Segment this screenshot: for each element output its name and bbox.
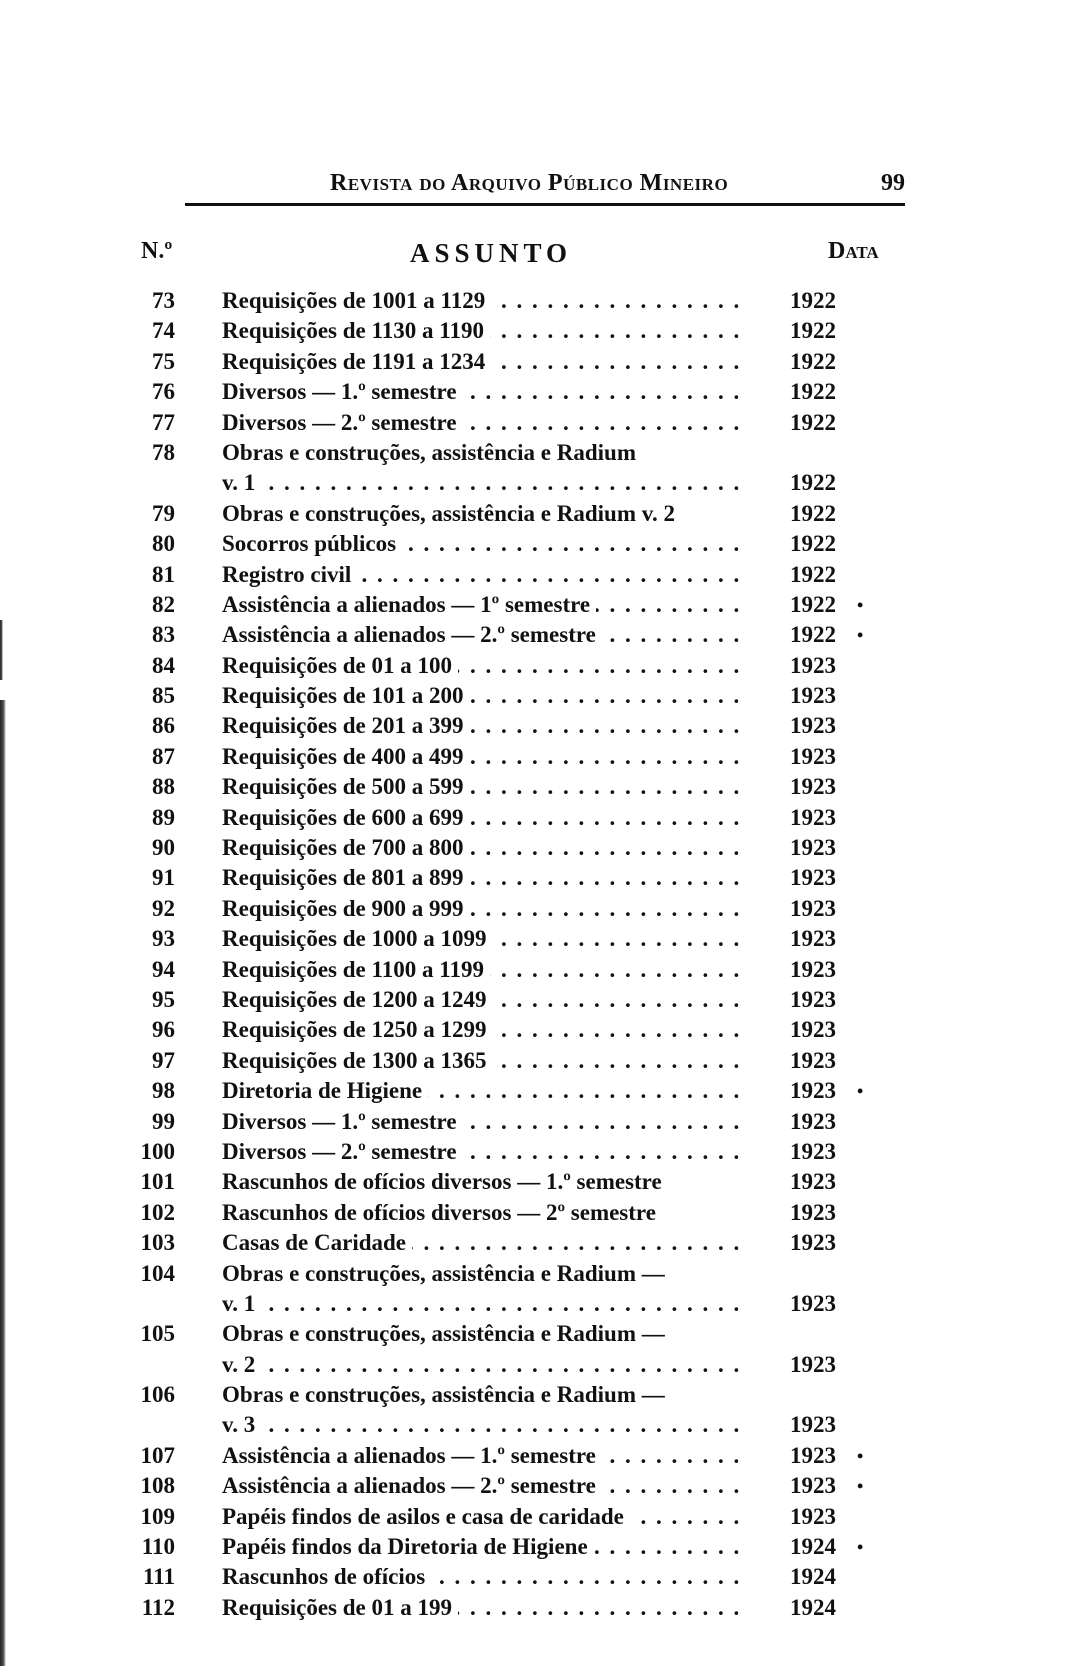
table-row: [0, 1107, 1077, 1137]
row-number: 109: [140, 1503, 175, 1529]
row-number: 100: [140, 1138, 175, 1164]
row-date: 1923: [790, 986, 836, 1012]
row-subject: [222, 955, 746, 985]
table-row: [0, 1441, 1077, 1471]
row-date: 1923: [790, 1412, 836, 1438]
row-number: 96: [152, 1017, 175, 1043]
table-row: [0, 1350, 1077, 1380]
row-subject: [222, 1502, 746, 1532]
row-date: 1922: [790, 470, 836, 496]
row-subject: [222, 924, 746, 954]
row-number: 102: [140, 1199, 175, 1225]
row-subject: [222, 1167, 746, 1197]
table-row: [0, 1562, 1077, 1592]
row-subject: [222, 681, 746, 711]
row-subject-text: Requisições de 700 a 800: [222, 835, 470, 860]
page-edge-shadow: [0, 700, 6, 1666]
row-subject: [222, 863, 746, 893]
column-header-subject: ASSUNTO: [410, 238, 573, 268]
row-date: 1922: [790, 561, 836, 587]
row-subject: [222, 772, 746, 802]
row-number: 93: [152, 926, 175, 952]
row-subject: [222, 1198, 746, 1228]
row-subject: [222, 1350, 746, 1380]
row-subject-text: Papéis findos da Diretoria de Higiene: [222, 1534, 594, 1559]
row-date: 1922: [790, 379, 836, 405]
table-row: [0, 1502, 1077, 1532]
row-subject: [222, 1015, 746, 1045]
row-subject: [222, 1562, 746, 1592]
row-subject-text: v. 1: [222, 1291, 261, 1316]
row-subject-text: Papéis findos de asilos e casa de caridade: [222, 1504, 630, 1529]
row-number: 95: [152, 986, 175, 1012]
row-subject-text: v. 1: [222, 470, 261, 495]
row-subject-text: Rascunhos de ofícios diversos — 1.º semestre: [222, 1169, 668, 1194]
row-subject: [222, 711, 746, 741]
row-subject-text: Requisições de 201 a 399: [222, 713, 470, 738]
row-subject-text: Assistência a alienados — 2.º semestre: [222, 1473, 602, 1498]
row-mark: •: [857, 1081, 864, 1102]
row-subject-text: Diversos — 2.º semestre: [222, 410, 463, 435]
row-date: 1923: [790, 1290, 836, 1316]
row-number: 87: [152, 743, 175, 769]
table-row: [0, 468, 1077, 498]
table-row: [0, 529, 1077, 559]
row-subject-text: Obras e construções, assistência e Radium —: [222, 1261, 671, 1286]
row-date: 1923: [790, 683, 836, 709]
row-subject-text: Requisições de 801 a 899: [222, 865, 470, 890]
row-date: 1923: [790, 1169, 836, 1195]
row-date: 1922: [790, 500, 836, 526]
row-subject-text: Diretoria de Higiene: [222, 1078, 428, 1103]
row-subject: [222, 1380, 746, 1410]
table-row: [0, 803, 1077, 833]
row-number: 103: [140, 1230, 175, 1256]
row-number: 75: [152, 348, 175, 374]
row-subject: [222, 651, 746, 681]
row-subject-text: Obras e construções, assistência e Radium —: [222, 1382, 671, 1407]
row-subject-text: Requisições de 1200 a 1249: [222, 987, 493, 1012]
table-row: [0, 651, 1077, 681]
row-number: 80: [152, 531, 175, 557]
row-date: 1923: [790, 1442, 836, 1468]
row-number: 83: [152, 622, 175, 648]
row-subject-text: Diversos — 1.º semestre: [222, 379, 463, 404]
page-number: 99: [881, 170, 905, 196]
row-subject: [222, 1137, 746, 1167]
row-mark: •: [857, 625, 864, 646]
row-subject-text: Requisições de 01 a 100: [222, 653, 458, 678]
row-number: 85: [152, 683, 175, 709]
table-row: [0, 499, 1077, 529]
table-row: [0, 1015, 1077, 1045]
row-number: 90: [152, 835, 175, 861]
table-row: [0, 772, 1077, 802]
table-row: [0, 286, 1077, 316]
row-subject-text: Obras e construções, assistência e Radium v. 2: [222, 501, 681, 526]
row-date: 1923: [790, 1108, 836, 1134]
row-date: 1923: [790, 1078, 836, 1104]
row-subject: [222, 560, 746, 590]
row-subject-text: Requisições de 01 a 199: [222, 1595, 458, 1620]
row-number: 110: [141, 1534, 175, 1560]
row-subject: [222, 347, 746, 377]
row-number: 104: [140, 1260, 175, 1286]
row-subject: [222, 499, 746, 529]
row-subject: [222, 1532, 746, 1562]
row-date: 1923: [790, 743, 836, 769]
row-number: 97: [152, 1047, 175, 1073]
table-row: [0, 590, 1077, 620]
row-date: 1924: [790, 1594, 836, 1620]
row-date: 1924: [790, 1534, 836, 1560]
row-mark: •: [857, 1476, 864, 1497]
row-number: 76: [152, 379, 175, 405]
row-number: 73: [152, 288, 175, 313]
row-subject-text: Obras e construções, assistência e Radium: [222, 440, 642, 465]
row-number: 112: [141, 1594, 175, 1620]
table-row: [0, 1471, 1077, 1501]
table-row: [0, 681, 1077, 711]
row-subject-text: v. 3: [222, 1412, 261, 1437]
table-row: [0, 316, 1077, 346]
table-row: [0, 1259, 1077, 1289]
row-subject: [222, 1289, 746, 1319]
row-subject: [222, 620, 746, 650]
row-subject-text: Rascunhos de ofícios: [222, 1564, 431, 1589]
table-row: [0, 408, 1077, 438]
row-date: 1923: [790, 1503, 836, 1529]
row-date: 1923: [790, 835, 836, 861]
row-number: 74: [152, 318, 175, 344]
row-subject-text: Requisições de 500 a 599: [222, 774, 470, 799]
table-row: [0, 1289, 1077, 1319]
table-row: [0, 955, 1077, 985]
row-subject-text: Requisições de 1191 a 1234: [222, 349, 491, 374]
row-date: 1924: [790, 1564, 836, 1590]
row-number: 78: [152, 439, 175, 465]
row-date: 1922: [790, 348, 836, 374]
row-subject: [222, 1319, 746, 1349]
row-date: 1922: [790, 531, 836, 557]
row-subject: [222, 1593, 746, 1623]
row-subject: [222, 833, 746, 863]
row-date: 1923: [790, 652, 836, 678]
row-subject: [222, 1076, 746, 1106]
row-subject-text: Registro civil: [222, 562, 357, 587]
row-subject: [222, 1471, 746, 1501]
row-date: 1923: [790, 865, 836, 891]
row-date: 1923: [790, 804, 836, 830]
row-date: 1922: [790, 591, 836, 617]
row-date: 1922: [790, 318, 836, 344]
row-subject-text: Requisições de 1130 a 1190: [222, 318, 490, 343]
row-date: 1923: [790, 926, 836, 952]
row-date: 1922: [790, 622, 836, 648]
row-mark: •: [857, 1537, 864, 1558]
row-subject: [222, 894, 746, 924]
row-number: 79: [152, 500, 175, 526]
row-subject: [222, 529, 746, 559]
column-header-date: Data: [828, 238, 879, 264]
row-date: 1923: [790, 1473, 836, 1499]
row-date: 1923: [790, 1047, 836, 1073]
row-subject-text: Assistência a alienados — 2.º semestre: [222, 622, 602, 647]
row-number: 99: [152, 1108, 175, 1134]
row-subject-text: v. 2: [222, 1352, 261, 1377]
row-subject-text: Assistência a alienados — 1º semestre: [222, 592, 596, 617]
table-row: [0, 742, 1077, 772]
row-number: 84: [152, 652, 175, 678]
table-row: [0, 863, 1077, 893]
row-subject-text: Requisições de 600 a 699: [222, 805, 470, 830]
row-subject: [222, 1259, 746, 1289]
row-number: 77: [152, 409, 175, 435]
row-subject: [222, 1410, 746, 1440]
row-number: 98: [152, 1078, 175, 1104]
row-number: 108: [140, 1473, 175, 1499]
row-subject-text: Requisições de 900 a 999: [222, 896, 470, 921]
row-subject-text: Diversos — 1.º semestre: [222, 1109, 463, 1134]
row-subject: [222, 1228, 746, 1258]
row-number: 82: [152, 591, 175, 617]
table-row: [0, 1593, 1077, 1623]
row-subject: [222, 468, 746, 498]
table-row: [0, 1532, 1077, 1562]
running-header: [185, 170, 905, 204]
row-date: 1922: [790, 409, 836, 435]
row-subject: [222, 316, 746, 346]
row-subject: [222, 1441, 746, 1471]
row-number: 94: [152, 956, 175, 982]
row-number: 105: [140, 1321, 175, 1347]
row-subject: [222, 803, 746, 833]
row-subject: [222, 408, 746, 438]
table-row: [0, 560, 1077, 590]
row-date: 1923: [790, 956, 836, 982]
table-row: [0, 924, 1077, 954]
table-row: [0, 438, 1077, 468]
row-subject-text: Rascunhos de ofícios diversos — 2º semestre: [222, 1200, 662, 1225]
row-subject-text: Obras e construções, assistência e Radium —: [222, 1321, 671, 1346]
table-row: [0, 833, 1077, 863]
table-row: [0, 1046, 1077, 1076]
row-number: 89: [152, 804, 175, 830]
row-subject: [222, 1107, 746, 1137]
row-date: 1922: [790, 288, 836, 313]
page-edge-shadow-upper: [0, 620, 3, 680]
table-row: [0, 620, 1077, 650]
row-subject: [222, 590, 746, 620]
table-row: [0, 377, 1077, 407]
row-subject-text: Requisições de 101 a 200: [222, 683, 470, 708]
row-subject-text: Requisições de 1300 a 1365: [222, 1048, 493, 1073]
table-row: [0, 347, 1077, 377]
row-subject-text: Casas de Caridade: [222, 1230, 412, 1255]
row-number: 101: [140, 1169, 175, 1195]
row-date: 1923: [790, 895, 836, 921]
header-rule: [185, 203, 905, 206]
row-subject: [222, 985, 746, 1015]
table-row: [0, 1228, 1077, 1258]
table-row: [0, 985, 1077, 1015]
row-subject: [222, 1046, 746, 1076]
row-subject-text: Requisições de 1250 a 1299: [222, 1017, 493, 1042]
row-subject-text: Diversos — 2.º semestre: [222, 1139, 463, 1164]
table-row: [0, 1167, 1077, 1197]
table-row: [0, 1410, 1077, 1440]
row-date: 1923: [790, 774, 836, 800]
table-row: [0, 1380, 1077, 1410]
table-row: [0, 1137, 1077, 1167]
row-subject-text: Requisições de 1100 a 1199: [222, 957, 490, 982]
row-subject: [222, 438, 746, 468]
row-date: 1923: [790, 1230, 836, 1256]
row-subject-text: Requisições de 1001 a 1129: [222, 288, 491, 313]
row-mark: •: [857, 1445, 864, 1466]
row-date: 1923: [790, 1138, 836, 1164]
row-number: 91: [152, 865, 175, 891]
row-number: 81: [152, 561, 175, 587]
table-row: [0, 1198, 1077, 1228]
journal-title: Revista do Arquivo Público Mineiro: [330, 170, 729, 196]
table-row: [0, 711, 1077, 741]
table-row: [0, 1076, 1077, 1106]
row-date: 1923: [790, 1017, 836, 1043]
row-date: 1923: [790, 713, 836, 739]
row-subject: [222, 377, 746, 407]
row-number: 107: [140, 1442, 175, 1468]
row-subject: [222, 286, 746, 316]
row-number: 92: [152, 895, 175, 921]
row-subject-text: Requisições de 400 a 499: [222, 744, 470, 769]
row-mark: •: [857, 594, 864, 615]
row-date: 1923: [790, 1199, 836, 1225]
row-subject: [222, 742, 746, 772]
row-date: 1923: [790, 1351, 836, 1377]
row-number: 111: [143, 1564, 175, 1590]
row-subject-text: Socorros públicos: [222, 531, 402, 556]
row-number: 86: [152, 713, 175, 739]
column-header-number: N.º: [141, 238, 173, 264]
table-row: [0, 1319, 1077, 1349]
row-subject-text: Requisições de 1000 a 1099: [222, 926, 493, 951]
index-table: [0, 286, 1077, 1623]
row-number: 106: [140, 1382, 175, 1408]
table-row: [0, 894, 1077, 924]
row-number: 88: [152, 774, 175, 800]
row-subject-text: Assistência a alienados — 1.º semestre: [222, 1443, 602, 1468]
